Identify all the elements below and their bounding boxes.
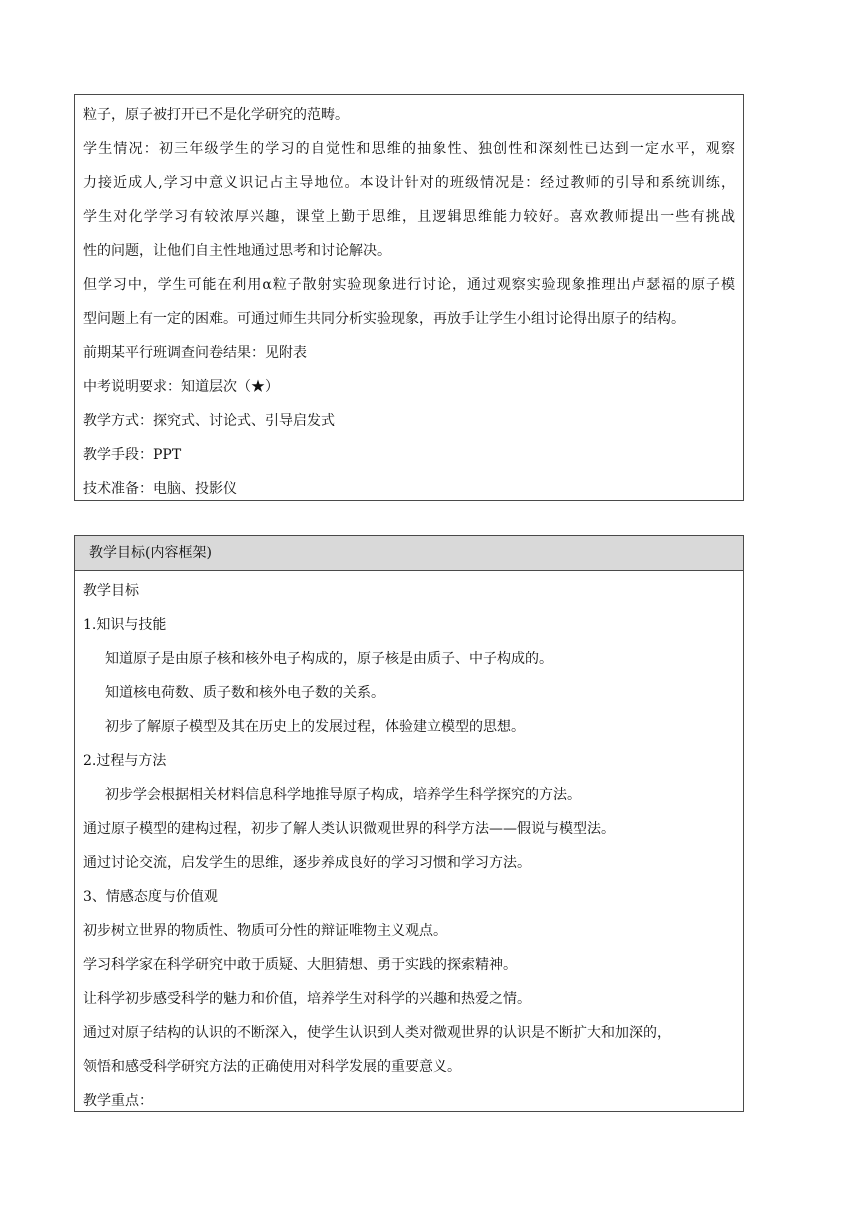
text-line: 前期某平行班调查问卷结果：见附表 bbox=[83, 345, 307, 361]
text-line: 学生情况：初三年级学生的学习的自觉性和思维的抽象性、独创性和深刻性已达到一定水平，观察 bbox=[83, 141, 735, 157]
teaching-objectives-header: 教学目标(内容框架) bbox=[75, 536, 743, 571]
text-line: 力接近成人,学习中意义识记占主导地位。本设计针对的班级情况是：经过教师的引导和系统训练， bbox=[83, 175, 735, 191]
text-line: 性的问题，让他们自主性地通过思考和讨论解决。 bbox=[83, 243, 391, 259]
subheading: 3、情感态度与价值观 bbox=[83, 889, 218, 905]
text-line: 但学习中，学生可能在利用α粒子散射实验现象进行讨论，通过观察实验现象推理出卢瑟福的原子模 bbox=[83, 277, 735, 293]
background-info-box bbox=[74, 94, 744, 501]
text-line: 学生对化学学习有较浓厚兴趣，课堂上勤于思维，且逻辑思维能力较好。喜欢教师提出一些有挑战 bbox=[83, 209, 735, 225]
teaching-objectives-box bbox=[74, 535, 744, 1112]
background-info-body bbox=[75, 95, 743, 506]
text-line: 通过讨论交流，启发学生的思维，逐步养成良好的学习习惯和学习方法。 bbox=[83, 855, 531, 871]
subheading: 2.过程与方法 bbox=[83, 753, 167, 769]
text-line: 领悟和感受科学研究方法的正确使用对科学发展的重要意义。 bbox=[83, 1059, 461, 1075]
text-line: 粒子，原子被打开已不是化学研究的范畴。 bbox=[83, 107, 349, 123]
subheading: 1.知识与技能 bbox=[83, 617, 167, 633]
text-line: 技术准备：电脑、投影仪 bbox=[83, 481, 237, 497]
text-line: 教学目标 bbox=[83, 583, 139, 599]
text-line: 初步了解原子模型及其在历史上的发展过程，体验建立模型的思想。 bbox=[105, 719, 525, 735]
teaching-objectives-body bbox=[75, 571, 743, 1118]
text-line: 教学方式：探究式、讨论式、引导启发式 bbox=[83, 413, 335, 429]
text-line: 初步树立世界的物质性、物质可分性的辩证唯物主义观点。 bbox=[83, 923, 447, 939]
text-line: 通过对原子结构的认识的不断深入，使学生认识到人类对微观世界的认识是不断扩大和加深的， bbox=[83, 1025, 671, 1041]
text-line: 学习科学家在科学研究中敢于质疑、大胆猜想、勇于实践的探索精神。 bbox=[83, 957, 517, 973]
text-line: 让科学初步感受科学的魅力和价值，培养学生对科学的兴趣和热爱之情。 bbox=[83, 991, 531, 1007]
text-line: 型问题上有一定的困难。可通过师生共同分析实验现象，再放手让学生小组讨论得出原子的结构。 bbox=[83, 311, 685, 327]
subheading: 教学重点： bbox=[83, 1093, 153, 1109]
text-line: 教学手段：PPT bbox=[83, 447, 182, 463]
text-line: 中考说明要求：知道层次（★） bbox=[83, 379, 279, 395]
text-line: 知道原子是由原子核和核外电子构成的，原子核是由质子、中子构成的。 bbox=[105, 651, 553, 667]
text-line: 知道核电荷数、质子数和核外电子数的关系。 bbox=[105, 685, 385, 701]
text-line: 初步学会根据相关材料信息科学地推导原子构成，培养学生科学探究的方法。 bbox=[105, 787, 581, 803]
text-line: 通过原子模型的建构过程，初步了解人类认识微观世界的科学方法——假说与模型法。 bbox=[83, 821, 615, 837]
